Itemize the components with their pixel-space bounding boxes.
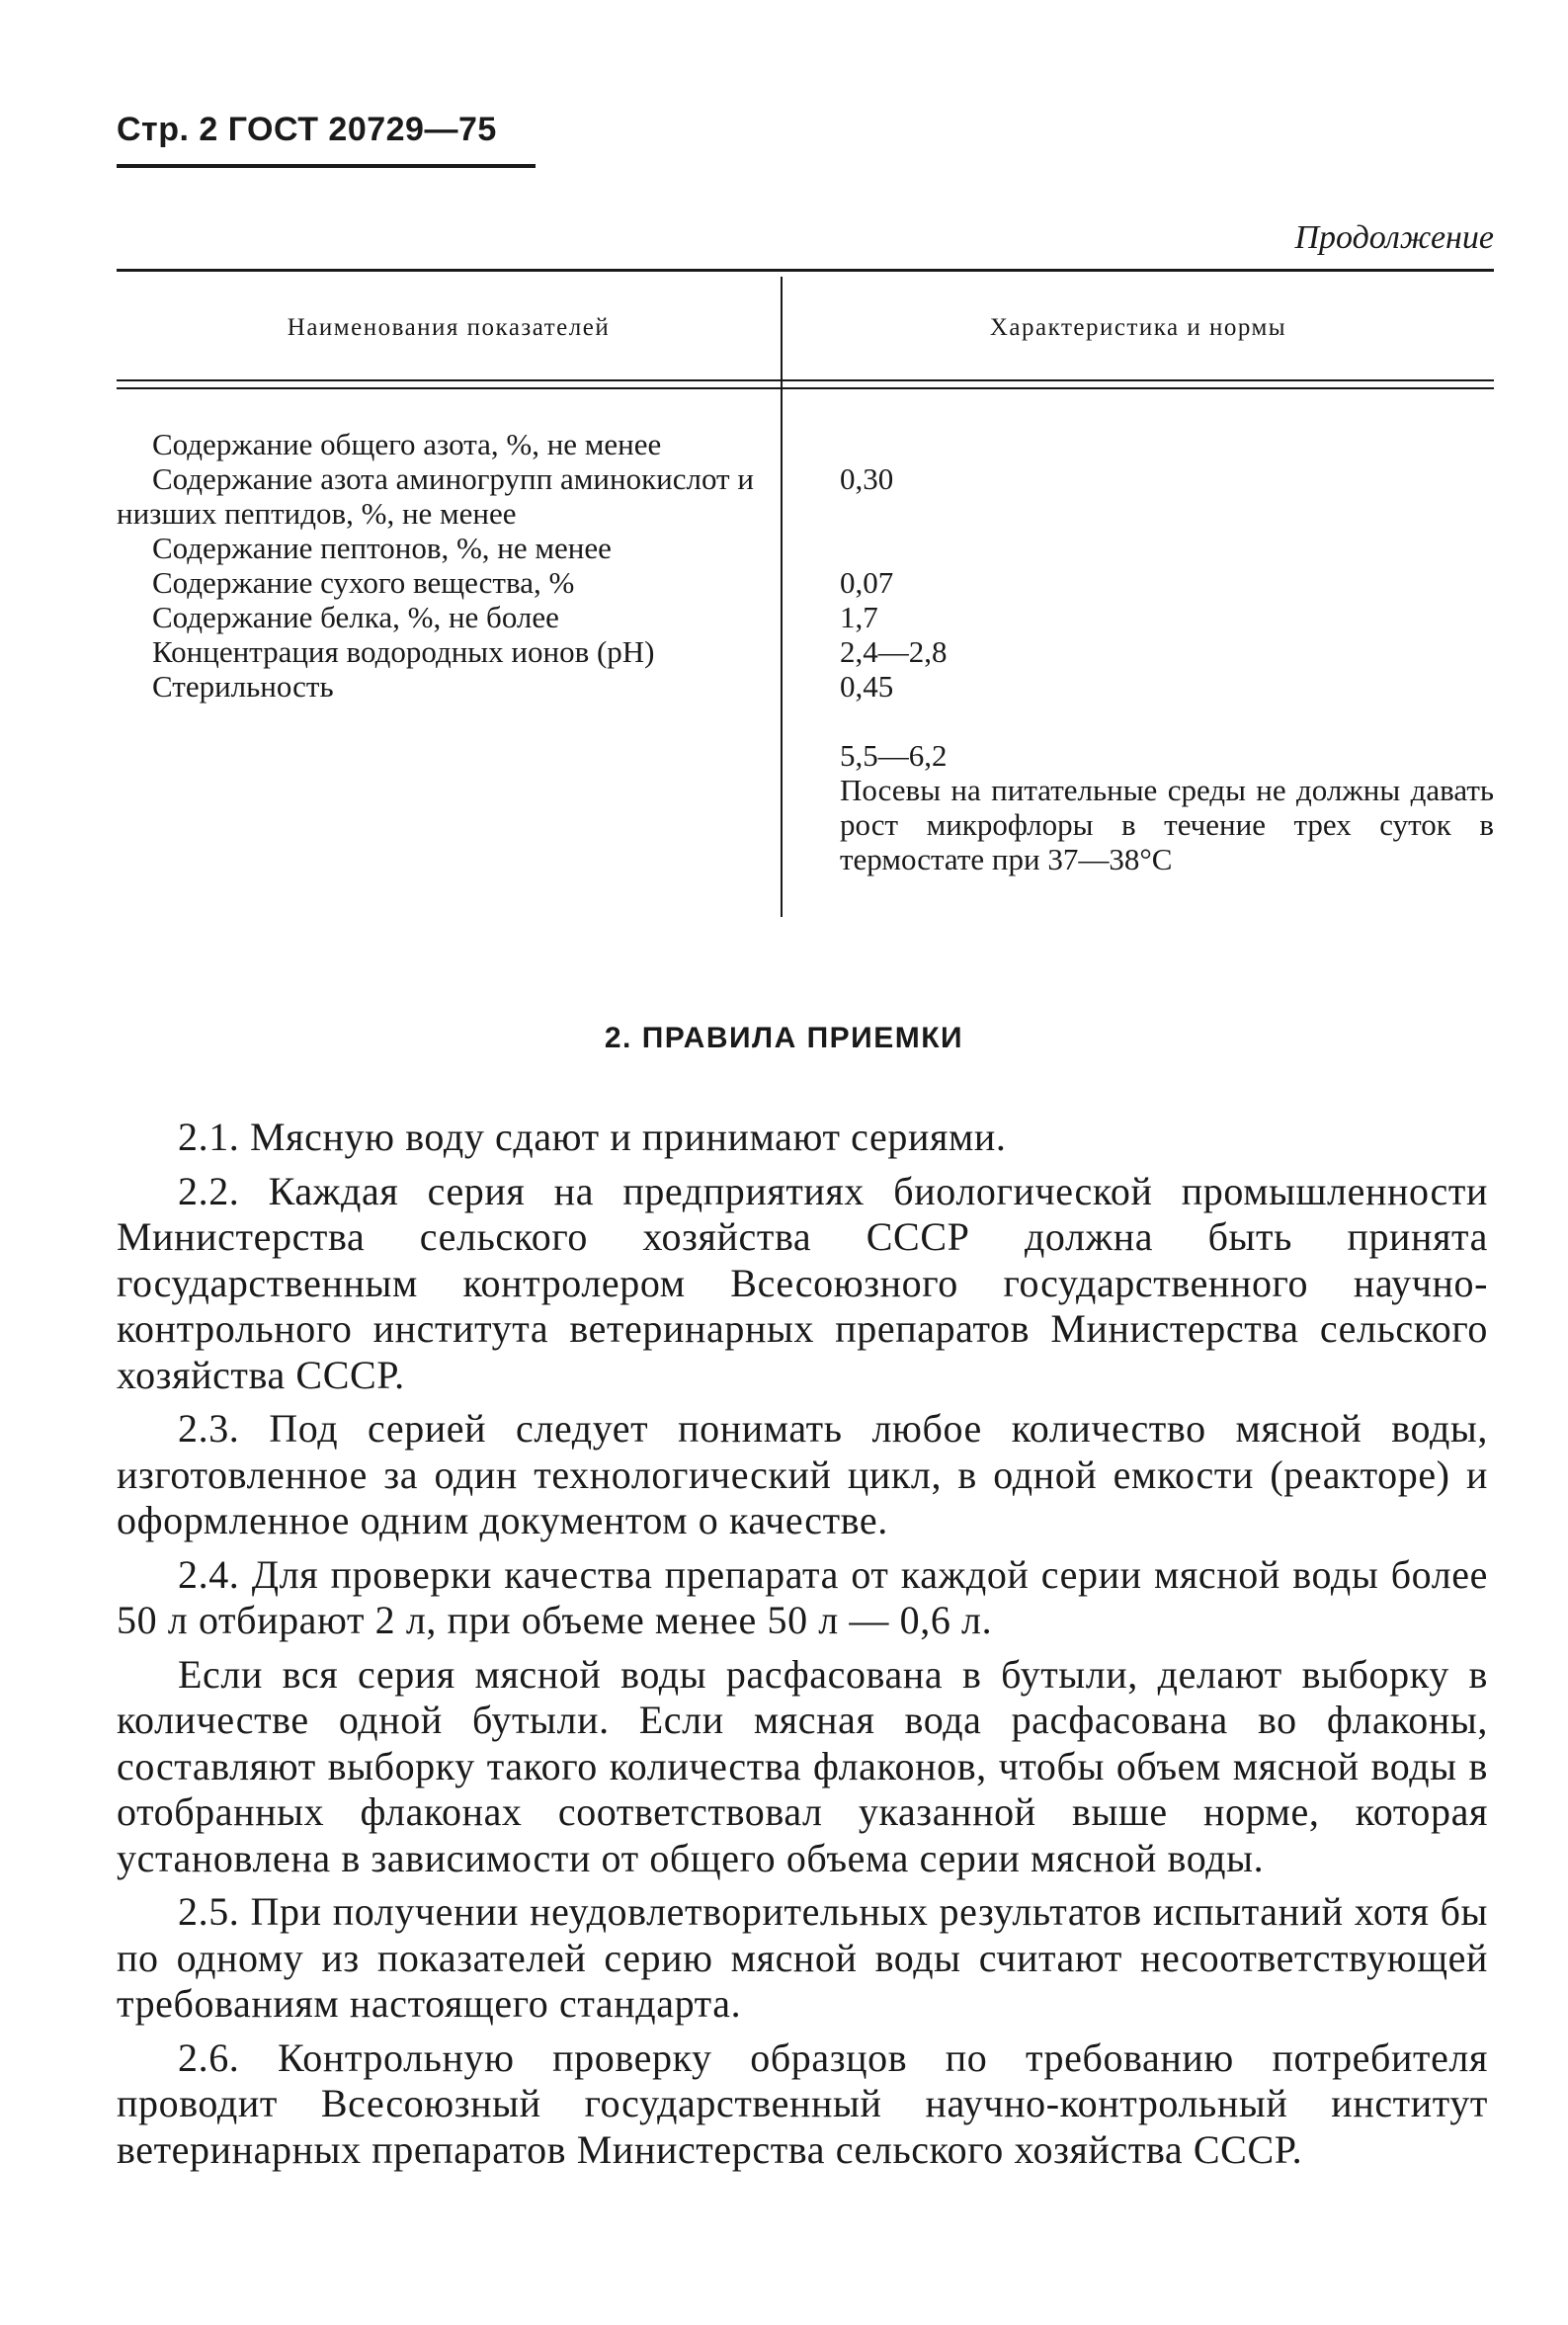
indicator-name: Концентрация водородных ионов (pH) [152, 634, 655, 669]
norm-value: Посевы на питательные среды не должны давать рост микрофлоры в течение трех суток в термостате при 37—38°C [840, 773, 1494, 876]
paragraph: 2.1. Мясную воду сдают и принимают сериями. [178, 1115, 1007, 1159]
table-top-rule [117, 269, 1494, 272]
paragraph: 2.4. Для проверки качества препарата от каждой серии мясной воды более 50 л отбирают 2 л, при объеме менее 50 л — 0,6 л. [117, 1551, 1488, 1642]
paragraph: 2.3. Под серией следует понимать любое количество мясной воды, изготовленное за один технологический цикл, в одной емкости (реакторе) и оформленное одним документом о качестве. [117, 1406, 1488, 1542]
norm-value: 0,30 [840, 461, 894, 496]
page-header: Стр. 2 ГОСТ 20729—75 [117, 111, 497, 148]
norm-value: 5,5—6,2 [840, 738, 948, 773]
indicator-name: Содержание азота аминогрупп аминокислот и низших пептидов, %, не менее [117, 461, 754, 531]
column-header-norms: Характеристика и нормы [989, 314, 1287, 341]
header-underline [117, 164, 536, 168]
indicator-names-column [117, 427, 754, 704]
column-header-indicator: Наименования показателей [287, 314, 611, 341]
indicator-name: Стерильность [152, 669, 334, 704]
paragraph: 2.5. При получении неудовлетворительных результатов испытаний хотя бы по одному из показателей серию мясной воды считают несоответствующей требованиям настоящего стандарта. [117, 1889, 1488, 2026]
indicator-name: Содержание сухого вещества, % [152, 565, 575, 600]
indicator-name: Содержание пептонов, %, не менее [152, 531, 612, 565]
norm-value: 2,4—2,8 [840, 634, 948, 669]
norm-value: 1,7 [840, 600, 878, 634]
indicator-name: Содержание общего азота, %, не менее [152, 427, 662, 461]
norm-value: 0,07 [840, 565, 894, 600]
section-title: 2. ПРАВИЛА ПРИЕМКИ [604, 1022, 964, 1054]
paragraph: 2.6. Контрольную проверку образцов по требованию потребителя проводит Всесоюзный государственный научно-контрольный институт ветеринарных препаратов Министерства сельского хозяйства СССР. [117, 2034, 1488, 2172]
table-header-rule [117, 379, 1494, 381]
table-header-rule-double [117, 387, 1494, 389]
table-column-divider [781, 277, 783, 917]
specification-table [117, 269, 1494, 919]
norm-value: 0,45 [840, 669, 894, 704]
section-body [117, 1115, 1488, 2181]
paragraph: 2.2. Каждая серия на предприятиях биологической промышленности Министерства сельского хозяйства СССР должна быть принята государственным контролером Всесоюзного государственного научно-контрольного института ветеринарных препаратов Министерства сельского хозяйства СССР. [117, 1168, 1488, 1397]
norm-values-column [840, 427, 1494, 876]
indicator-name: Содержание белка, %, не более [152, 600, 559, 634]
continuation-label: Продолжение [1294, 219, 1494, 256]
paragraph: Если вся серия мясной воды расфасована в бутыли, делают выборку в количестве одной бутыли. Если мясная вода расфасована во флаконы, составляют выборку такого количества флаконов, чтобы объем мясной воды в отобранных флаконах соответствовал указанной выше норме, которая установлена в зависимости от общего объема серии мясной воды. [117, 1651, 1488, 1880]
